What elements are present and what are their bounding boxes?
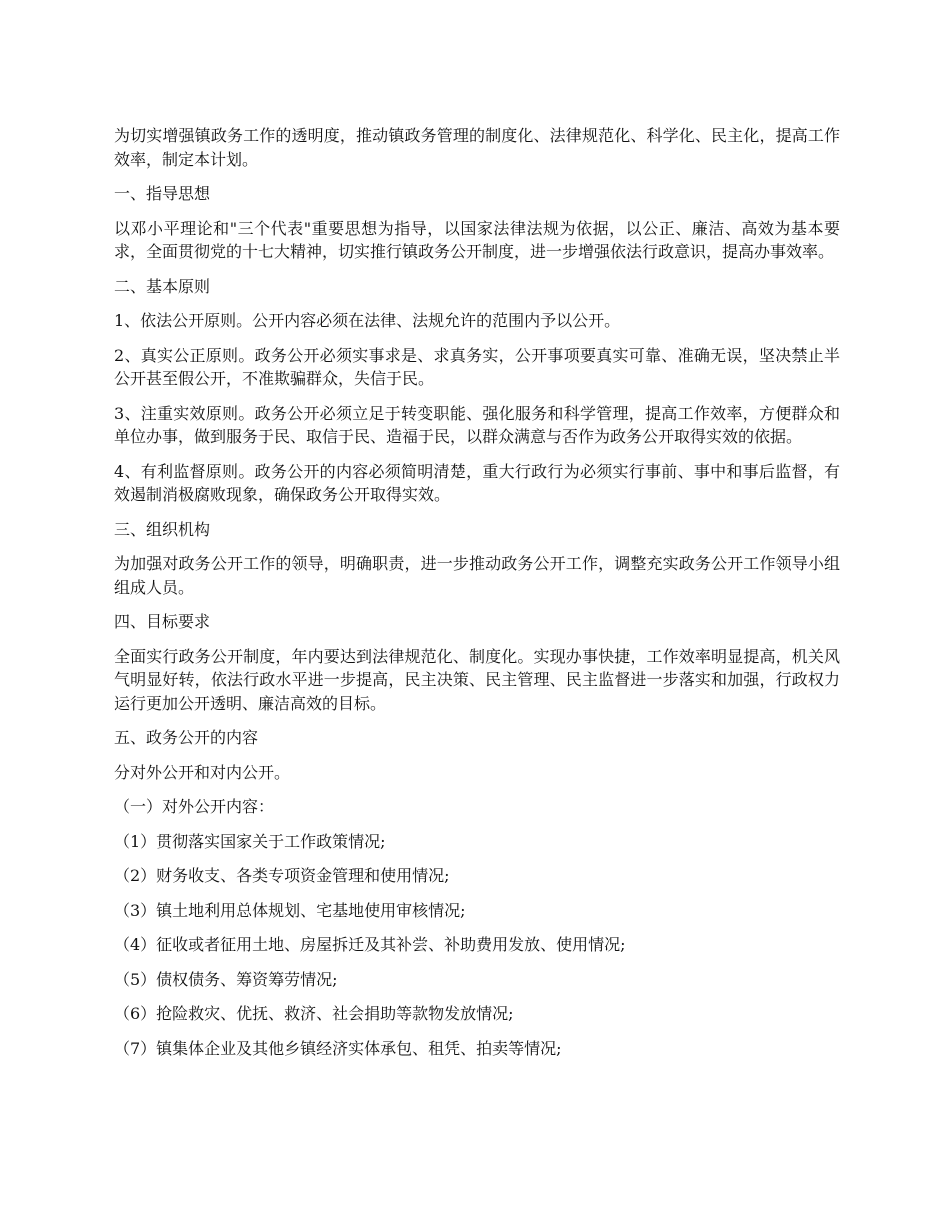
intro-paragraph: 为切实增强镇政务工作的透明度，推动镇政务管理的制度化、法律规范化、科学化、民主化，提高工作效率，制定本计划。 — [114, 126, 840, 169]
section-heading-basic-principles: 二、基本原则 — [114, 276, 211, 296]
principle-1-paragraph: 1、依法公开原则。公开内容必须在法律、法规允许的范围内予以公开。 — [114, 311, 621, 330]
list-item: （一）对外公开内容： — [114, 797, 275, 816]
list-item: （5）债权债务、筹资筹劳情况; — [114, 969, 338, 989]
disclosure-split-paragraph: 分对外公开和对内公开。 — [114, 762, 291, 782]
organization-paragraph: 为加强对政务公开工作的领导，明确职责，进一步推动政务公开工作，调整充实政务公开工作领导小组组成人员。 — [114, 554, 840, 597]
list-item: （3）镇土地利用总体规划、宅基地使用审核情况; — [114, 900, 466, 920]
goals-paragraph: 全面实行政务公开制度，年内要达到法律规范化、制度化。实现办事快捷，工作效率明显提高，机关风气明显好转，依法行政水平进一步提高，民主决策、民主管理、民主监督进一步落实和加强，行政权力运行更加公开透明、廉洁高效的目标。 — [114, 646, 840, 713]
document-body — [114, 124, 840, 1071]
list-item: （6）抢险救灾、优抚、救济、社会捐助等款物发放情况; — [114, 1004, 514, 1023]
section-heading-organization: 三、组织机构 — [114, 519, 211, 539]
principle-3-paragraph: 3、注重实效原则。政务公开必须立足于转变职能、强化服务和科学管理，提高工作效率，方便群众和单位办事，做到服务于民、取信于民、造福于民，以群众满意与否作为政务公开取得实效的依据。 — [114, 403, 840, 446]
guiding-ideology-paragraph: 以邓小平理论和"三个代表"重要思想为指导，以国家法律法规为依据，以公正、廉洁、高效为基本要求，全面贯彻党的十七大精神，切实推行镇政务公开制度，进一步增强依法行政意识，提高办事效率。 — [114, 218, 840, 261]
section-heading-disclosure-content: 五、政务公开的内容 — [114, 728, 259, 747]
list-item: （1）贯彻落实国家关于工作政策情况; — [114, 831, 386, 851]
section-heading-guiding-ideology: 一、指导思想 — [114, 184, 211, 203]
principle-4-paragraph: 4、有利监督原则。政务公开的内容必须简明清楚，重大行政行为必须实行事前、事中和事后监督，有效遏制消极腐败现象，确保政务公开取得实效。 — [114, 461, 840, 504]
list-item: （4）征收或者征用土地、房屋拆迁及其补尝、补助费用发放、使用情况; — [114, 935, 626, 954]
list-item: （7）镇集体企业及其他乡镇经济实体承包、租凭、拍卖等情况; — [114, 1038, 562, 1058]
principle-2-paragraph: 2、真实公正原则。政务公开必须实事求是、求真务实，公开事项要真实可靠、准确无误，坚决禁止半公开甚至假公开，不准欺骗群众，失信于民。 — [114, 345, 840, 388]
section-heading-goals: 四、目标要求 — [114, 612, 211, 631]
list-item: （2）财务收支、各类专项资金管理和使用情况; — [114, 866, 450, 885]
